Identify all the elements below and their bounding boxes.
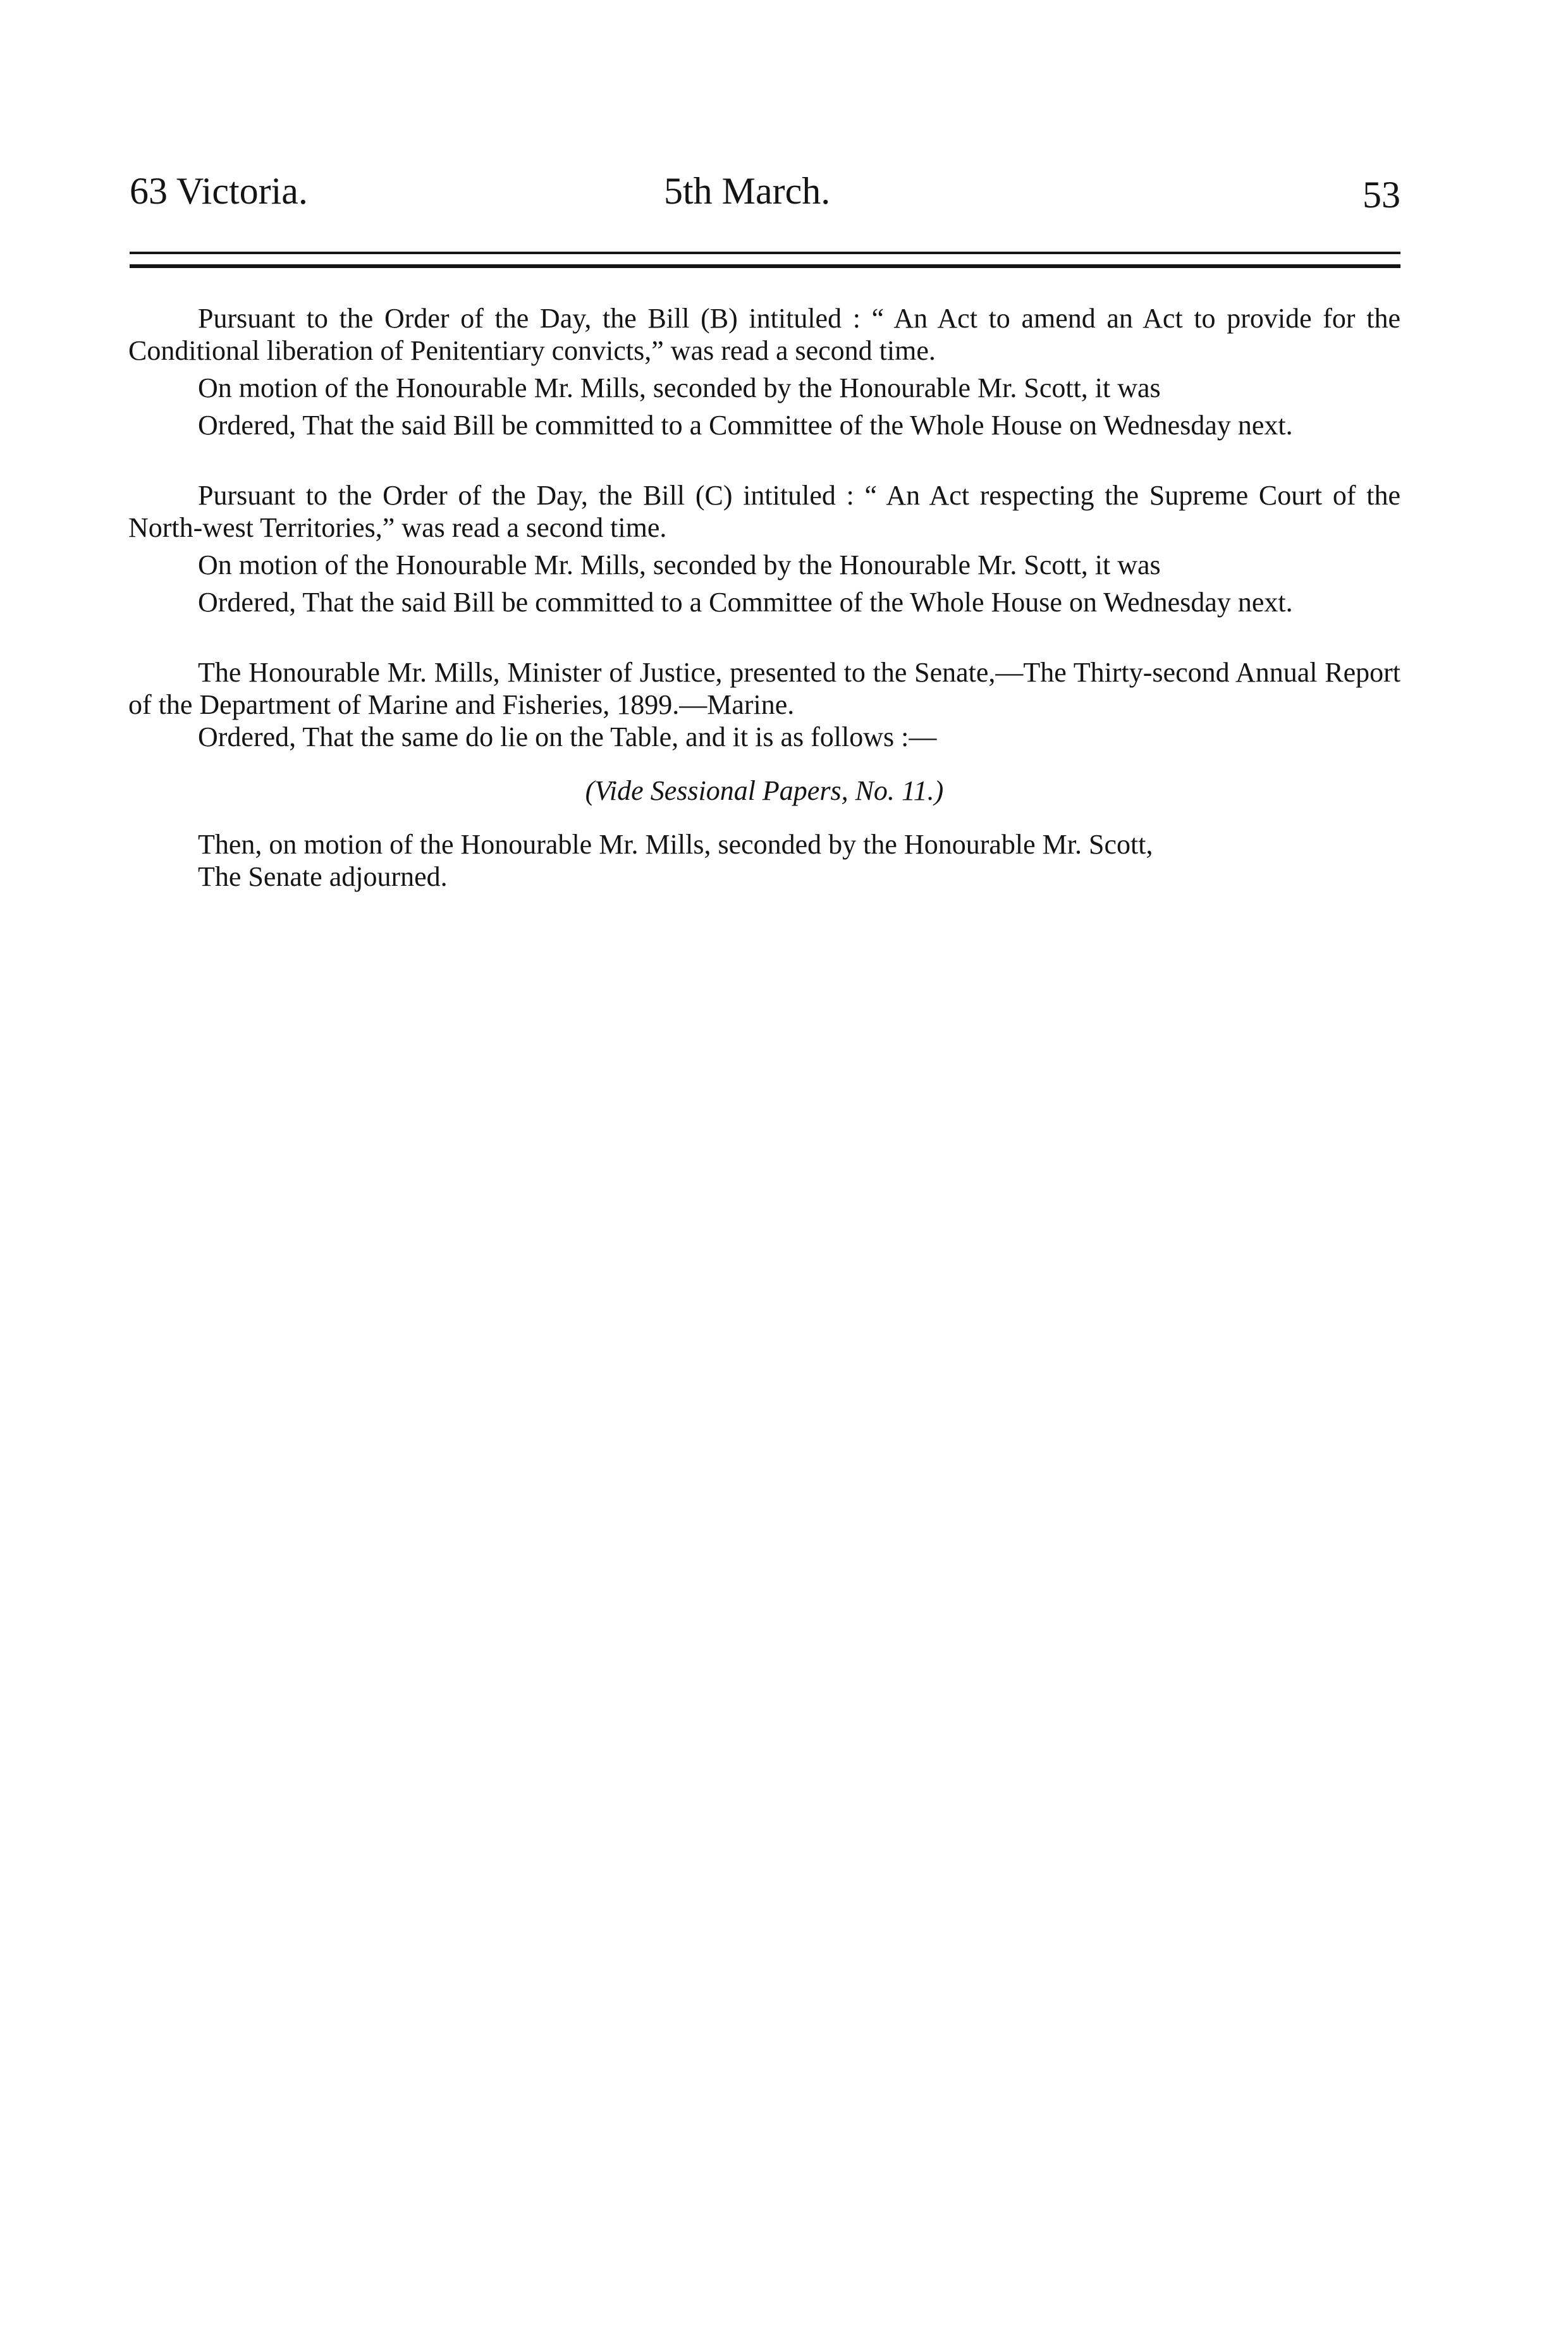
- report-entry: [128, 656, 1400, 893]
- bill-c-entry: [128, 479, 1400, 618]
- page-header: [130, 169, 1400, 220]
- adjournment-motion: Then, on motion of the Honourable Mr. Mills, seconded by the Honourable Mr. Scott,: [198, 829, 1153, 860]
- header-rule-thin: [130, 252, 1400, 254]
- bill-c-second-reading: Pursuant to the Order of the Day, the Bill (C) intituled : “ An Act respecting the Supreme Court of the North-west Territories,” was read a second time.: [128, 480, 1400, 543]
- bill-c-motion: On motion of the Honourable Mr. Mills, seconded by the Honourable Mr. Scott, it was: [198, 549, 1161, 580]
- journal-body: [128, 302, 1400, 893]
- running-head-date: 5th March.: [664, 170, 831, 212]
- bill-b-order: Ordered, That the said Bill be committed to a Committee of the Whole House on Wednesday next.: [198, 410, 1293, 441]
- bill-c-order: Ordered, That the said Bill be committed to a Committee of the Whole House on Wednesday next.: [198, 587, 1293, 618]
- page-number: 53: [1363, 174, 1400, 216]
- sessional-papers-reference: (Vide Sessional Papers, No. 11.): [585, 775, 944, 806]
- running-head-left: 63 Victoria.: [130, 170, 308, 212]
- bill-b-entry: [128, 302, 1400, 441]
- senate-adjourned: The Senate adjourned.: [198, 861, 448, 892]
- bill-b-motion: On motion of the Honourable Mr. Mills, seconded by the Honourable Mr. Scott, it was: [198, 372, 1161, 403]
- report-order: Ordered, That the same do lie on the Table, and it is as follows :—: [198, 721, 937, 752]
- bill-b-second-reading: Pursuant to the Order of the Day, the Bill (B) intituled : “ An Act to amend an Act to provide for the Conditional liberation of Penitentiary convicts,” was read a second time.: [128, 303, 1400, 366]
- report-presented: The Honourable Mr. Mills, Minister of Justice, presented to the Senate,—The Thirty-second Annual Report of the Department of Marine and Fisheries, 1899.—Marine.: [128, 657, 1400, 720]
- header-rule-thick: [130, 264, 1400, 268]
